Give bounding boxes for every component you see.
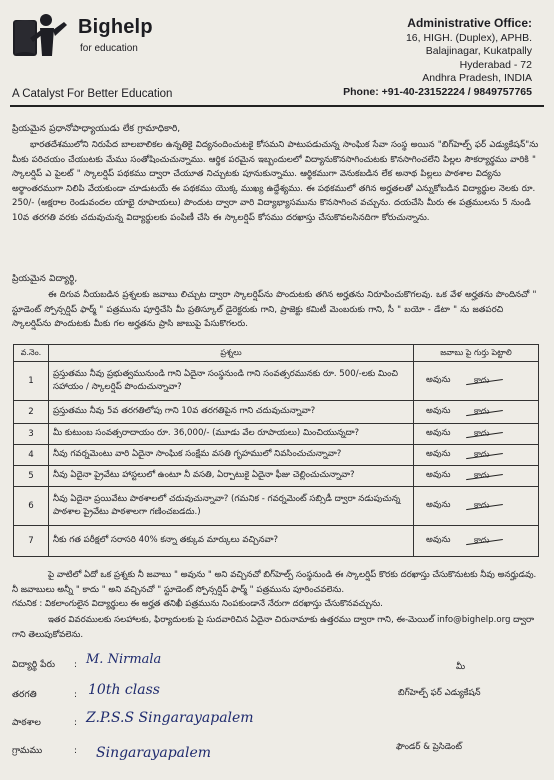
answer-no-marked[interactable]: కాదు: [474, 470, 490, 480]
field-label-village: గ్రామము: [12, 746, 43, 756]
col-header-questions: ప్రశ్నలు: [49, 345, 414, 362]
address-line: 16, HIGH. (Duplex), APHB.: [405, 32, 532, 44]
col-header-serial: వ.నెం.: [14, 345, 49, 362]
header-divider: [10, 105, 544, 107]
question-number: 6: [14, 487, 49, 526]
village-value[interactable]: Singarayapalem: [96, 745, 212, 761]
intro-paragraph: భారతదేశములోని నిరుపేద బాలబాలికల ఉన్నతికై విద్యనందించుటకై కోసమని పాటుపడుచున్న సాంఘిక సేవా సంస్థ అయిన "బిగ్‌హెల్ప్ ఫర్ ఎడ్యుకేషన్"ను మీకు పరిచయం చేయుటకు మేము సంతోషించుచున్నాము. ఆర్థిక పరమైన ఇబ్బందులలో విద్యానుకొనసాగించుటకు కొనసాగించలేని పిల్లల సౌకర్యార్థము వారికి " స్కాలర్షిప్ ఎ పైలట్ " స్కాలర్షిప్ పథకము ద్వారా చేయూత నిచ్చుటకు పూనుకున్నాము. ఆర్థికముగా వెనుకబడిన లేక అనాథ పిల్లలు పాఠశాల విద్యను అర్థాంతరముగా నిలిపి వేయకుండా చూడుటయే ఈ పథకము యొక్క ముఖ్య ఉద్దేశ్యము. ఈ పథకములో తగిన అర్హతలతో ఎన్నుకోబడిన విద్యార్థుల నెలకు రూ. 250/- (అక్షరాల రెండువందల యాభై రూపాయలు) పొందుట ద్వారా వారి విద్యాభ్యాసమును కొనసాగించ వచ్చును. దయచేసి మీరు ఈ పత్రములను 5 నుండి 10వ తరగతి వరకు చదువుచున్న విద్యార్థులకు పంపిణీ చేసి ఈ స్కాలర్షిప్ కోసము దరఖాస్తు చేసుకొవలసినదిగా కోరుచున్నాను.: [12, 140, 539, 223]
class-value[interactable]: 10th class: [88, 682, 160, 698]
question-text: నీవు ఏదైనా ప్రైవేటు హాస్టలులో ఉంటూ నీ వసతి, ఏర్పాటుకై ఏదైనా ఫీజు చెల్లించుచున్నావా?: [49, 466, 414, 487]
table-row: [14, 526, 539, 557]
eligibility-questions-table: [13, 344, 539, 557]
question-text: ప్రస్తుతము నీవు ప్రభుత్వమునుండి గాని ఏదైనా సంస్థనుండి గాని సంవత్సరమునకు రూ. 500/-లకు మించి సహాయం / స్కాలర్షిప్ పొందుచున్నావా?: [49, 362, 414, 401]
answer-yes[interactable]: అవును: [426, 449, 451, 459]
answer-no-marked[interactable]: కాదు: [474, 428, 490, 438]
school-value[interactable]: Z.P.S.S Singarayapalem: [86, 710, 254, 726]
answer-yes[interactable]: అవును: [426, 500, 451, 510]
bighelp-logo-icon: [12, 12, 70, 58]
table-header-row: [14, 345, 539, 362]
answer-no-marked[interactable]: కాదు: [474, 406, 490, 416]
answer-cell[interactable]: [414, 487, 539, 526]
brand-subtitle: for education: [80, 43, 138, 54]
question-number: 5: [14, 466, 49, 487]
answer-no-marked[interactable]: కాదు: [474, 375, 490, 385]
tagline: A Catalyst For Better Education: [12, 88, 173, 100]
table-row: [14, 424, 539, 445]
table-row: [14, 487, 539, 526]
question-number: 3: [14, 424, 49, 445]
note-paragraph: గమనిక : వికలాంగులైన విద్యార్థులు ఈ అర్హత తనిఖీ పత్రమును నింపకుండానే నేరుగా దరఖాస్తు చేసుకొనవచ్చును.: [12, 599, 383, 609]
answer-no-marked[interactable]: కాదు: [474, 449, 490, 459]
founder-title: ఫౌండర్ & ప్రెసిడెంట్: [396, 742, 462, 752]
answer-cell[interactable]: [414, 445, 539, 466]
answer-cell[interactable]: [414, 466, 539, 487]
answer-yes[interactable]: అవును: [426, 428, 451, 438]
question-text: ప్రస్తుతము నీవు 5వ తరగతిలోపు గాని 10వ తరగతిపైన గాని చదువుచున్నావా?: [49, 401, 414, 424]
answer-cell[interactable]: [414, 401, 539, 424]
result-paragraph: పై వాటిలో ఏదో ఒక ప్రశ్నకు నీ జవాబు " అవును " అని వచ్చినచో బిగ్‌హెల్ప్ సంస్థనుండి ఈ స్కాలర్షిప్ కొరకు దరఖాస్తు చేసుకొనుటకు నీవు అనర్హుడవు. నీ జవాబులు అన్నీ " కాదు " అని వచ్చినచో " స్టూడెంట్ స్పోన్సర్షిప్ ఫార్మ్ " పత్రమును పూరించవలెను.: [12, 570, 537, 595]
table-row: [14, 362, 539, 401]
contact-paragraph: ఇతర వివరములకు సలహాలకు, ఫిర్యాదులకు పై సుదవారిచిన ఏదైనా చిరునామాకు ఉత్తరము ద్వారా గాని, ఈ-మెయిల్ info@bighelp.org ద్వారా గాని తెలుపుకోవలెను.: [12, 615, 535, 640]
field-label-school: పాఠశాల: [12, 718, 41, 728]
answer-yes[interactable]: అవును: [426, 535, 451, 545]
salutation-student: ప్రియమైన విద్యార్థి,: [12, 274, 78, 284]
address-line: Hyderabad - 72: [459, 58, 532, 71]
answer-no-marked[interactable]: కాదు: [474, 535, 490, 545]
answer-cell[interactable]: [414, 424, 539, 445]
brand-name: Bighelp: [78, 16, 153, 38]
answer-no-marked[interactable]: కాదు: [474, 500, 490, 510]
office-title: Administrative Office:: [407, 16, 532, 30]
office-phone: Phone: +91-40-23152224 / 9849757765: [343, 85, 532, 98]
question-text: నీకు గత పరీక్షలో సరాసరి 40% కన్నా తక్కువ మార్కులు వచ్చినవా?: [49, 526, 414, 557]
closing-text: మీ: [456, 662, 466, 672]
answer-yes[interactable]: అవును: [426, 375, 451, 385]
table-row: [14, 401, 539, 424]
address-line: Balajinagar, Kukatpally: [425, 45, 532, 58]
table-row: [14, 445, 539, 466]
question-text: నీవు గవర్నమెంటు వారి ఏదైనా సాంఘిక సంక్షేమ వసతి గృహములో నివసించుచున్నావా?: [49, 445, 414, 466]
table-row: [14, 466, 539, 487]
question-text: మీ కుటుంబ సంవత్సరాదాయం రూ. 36,000/- (మూడు వేల రూపాయలు) మించియున్నదా?: [49, 424, 414, 445]
question-number: 1: [14, 362, 49, 401]
salutation-teacher: ప్రియమైన ప్రధానోపాధ్యాయుడు లేక గ్రామాధికారి,: [12, 124, 181, 134]
col-header-answer: జవాబు పై గుర్తు పెట్టాలి: [414, 345, 539, 362]
answer-cell[interactable]: [414, 362, 539, 401]
application-form-page: Bighelp for education A Catalyst For Better Education Administrative Office: 16, HIGH. (Duplex), APHB. Balajinagar, Kukatpally Hyderabad - 72 Andhra Pradesh, INDIA Phone: +91-40-23152224 / 9849757765 ప్రియమైన ప్రధానోపాధ్యాయుడు లేక గ్రామాధికారి, భారతదేశములోని నిరుపేద బాలబాలికల ఉన్నతికై విద్యనందించుటకై కోసమని పాటుపడుచున్న సాంఘిక సేవా సంస్థ అయిన "బిగ్‌హెల్ప్ ఫర్ ఎడ్యుకేషన్"ను మీకు పరిచయం చేయుటకు మేము సంతోషించుచున్నాము. ఆర్థిక పరమైన ఇబ్బందులలో విద్యానుకొనసాగించుటకు కొనసాగించలేని పిల్లల సౌకర్యార్థము వారికి " స్కాలర్షిప్ ఎ పైలట్ " స్కాలర్షిప్ పథకము ద్వారా చేయూత నిచ్చుటకు పూనుకున్నాము. ఆర్థికముగా వెనుకబడిన లేక అనాథ పిల్లలు పాఠశాల విద్యను అర్థాంతరముగా నిలిపి వేయకుండా చూడుటయే ఈ పథకము యొక్క ముఖ్య ఉద్దేశ్యము. ఈ పథకములో తగిన అర్హతలతో ఎన్నుకోబడిన విద్యార్థుల నెలకు రూ. 250/- (అక్షరాల రెండువందల యాభై రూపాయలు) పొందుట ద్వారా వారి విద్యాభ్యాసమును కొనసాగించ వచ్చును. దయచేసి మీరు ఈ పత్రములను 5 నుండి 10వ తరగతి వరకు చదువుచున్న విద్యార్థులకు పంపిణీ చేసి ఈ స్కాలర్షిప్ కోసము దరఖాస్తు చేసుకొవలసినదిగా కోరుచున్నాను. ప్రియమైన విద్యార్థి, ఈ దిగువ నీయబడిన ప్రశ్నలకు జవాబు లిచ్చుట ద్వారా స్కాలర్షిప్‌ను పొందుటకు తగిన అర్హతను నిరూపించుకొగలవు. ఒక వేళ అర్హతను పొందినచో " స్టూడెంట్ స్పోన్సర్షిప్ ఫార్మ్ " పత్రమును పూర్తిచేసి మీ ప్రతిస్కూల్ డైరెక్టరుకు గాని, ప్రాజెక్టు కమిటీ మెంబరుకు గాని, సీ " బయో - డేటా " ను జతపరచి స్కాలర్షిప్‌ను పొందుటకు మీకు గల అర్హతను ప్రాసి జాబుపై పేసుకొగలరు. వ.నెం. ప్రశ్నలు జవాబు పై గుర్తు పెట్టాలి 1 ప్రస్తుతము నీవు ప్రభుత్వమునుండి గాని ఏదైనా సంస్థనుండి గాని సంవత్సరమునకు రూ. 500/-లకు మించి సహాయం / స్కాలర్షిప్ పొందుచున్నావా? అవును కాదు 2 ప్రస్తుతము నీవు 5వ తరగతిలోపు గాని 10వ తరగతిపైన గాని చదువుచున్నావా? అవును కాదు 3 మీ కుటుంబ సంవత్సరాదాయం రూ. 36,000/- (మూడు వేల రూపాయలు) మించియున్నదా? అవును కాదు 4 నీవు గవర్నమెంటు వారి ఏదైనా సాంఘిక సంక్షేమ వసతి గృహములో నివసించుచున్నావా? అవును కాదు 5 నీవు ఏదైనా ప్రైవేటు హాస్టలులో ఉంటూ నీ వసతి, ఏర్పాటుకై ఏదైనా ఫీజు చెల్లించుచున్నావా? అవును కాదు 6 నీవు ఏదైనా ప్రయివేటు పాఠశాలలో చదువుచున్నావా? (గమనిక - గవర్నమెంట్ సబ్సిడీ ద్వారా నడుపుచున్న పాఠశాల ప్రైవేటు పాఠశాలగా గణించబడదు.) అవును కాదు 7 నీకు గత పరీక్షలో సరాసరి 40% కన్నా తక్కువ మార్కులు వచ్చినవా? అవును కాదు పై వాటిలో ఏదో ఒక ప్రశ్నకు నీ జవాబు " అవును " అని వచ్చినచో బిగ్‌హెల్ప్ సంస్థనుండి ఈ స్కాలర్షిప్ కొరకు దరఖాస్తు చేసుకొనుటకు నీవు అనర్హుడవు. నీ జవాబులు అన్నీ " కాదు " అని వచ్చినచో " స్టూడెంట్ స్పోన్సర్షిప్ ఫార్మ్ " పత్రమును పూరించవలెను. గమనిక : వికలాంగులైన విద్యార్థులు ఈ అర్హత తనిఖీ పత్రమును నింపకుండానే నేరుగా దరఖాస్తు చేసుకొనవచ్చును. ఇతర వివరములకు సలహాలకు, ఫిర్యాదులకు పై సుదవారిచిన ఏదైనా చిరునామాకు ఉత్తరము ద్వారా గాని, ఈ-మెయిల్ info@bighelp.org ద్వారా గాని తెలుపుకోవలెను. విద్యార్థి పేరు : M. Nirmala తరగతి : 10th class పాఠశాల : Z.P.S.S Singarayapalem గ్రామము : Singarayapalem మీ బిగ్‌హెల్ప్ ఫర్ ఎడ్యుకేషన్ ఫౌండర్ & ప్రెసిడెంట్: [0, 0, 554, 780]
question-number: 4: [14, 445, 49, 466]
student-name-value[interactable]: M. Nirmala: [86, 652, 162, 667]
question-number: 7: [14, 526, 49, 557]
answer-cell[interactable]: [414, 526, 539, 557]
answer-yes[interactable]: అవును: [426, 470, 451, 480]
question-text: నీవు ఏదైనా ప్రయివేటు పాఠశాలలో చదువుచున్నావా? (గమనిక - గవర్నమెంట్ సబ్సిడీ ద్వారా నడుపుచున్న పాఠశాల ప్రైవేటు పాఠశాలగా గణించబడదు.): [49, 487, 414, 526]
field-label-name: విద్యార్థి పేరు: [12, 660, 55, 670]
field-label-class: తరగతి: [12, 690, 37, 700]
address-line: Andhra Pradesh, INDIA: [422, 72, 532, 85]
office-address-block: [343, 14, 532, 99]
question-number: 2: [14, 401, 49, 424]
answer-yes[interactable]: అవును: [426, 406, 451, 416]
organization-signoff: బిగ్‌హెల్ప్ ఫర్ ఎడ్యుకేషన్: [398, 688, 481, 698]
instructions-paragraph: ఈ దిగువ నీయబడిన ప్రశ్నలకు జవాబు లిచ్చుట ద్వారా స్కాలర్షిప్‌ను పొందుటకు తగిన అర్హతను నిరూపించుకొగలవు. ఒక వేళ అర్హతను పొందినచో " స్టూడెంట్ స్పోన్సర్షిప్ ఫార్మ్ " పత్రమును పూర్తిచేసి మీ ప్రతిస్కూల్ డైరెక్టరుకు గాని, ప్రాజెక్టు కమిటీ మెంబరుకు గాని, సీ " బయో - డేటా " ను జతపరచి స్కాలర్షిప్‌ను పొందుటకు మీకు గల అర్హతను ప్రాసి జాబుపై పేసుకొగలరు.: [12, 290, 537, 330]
